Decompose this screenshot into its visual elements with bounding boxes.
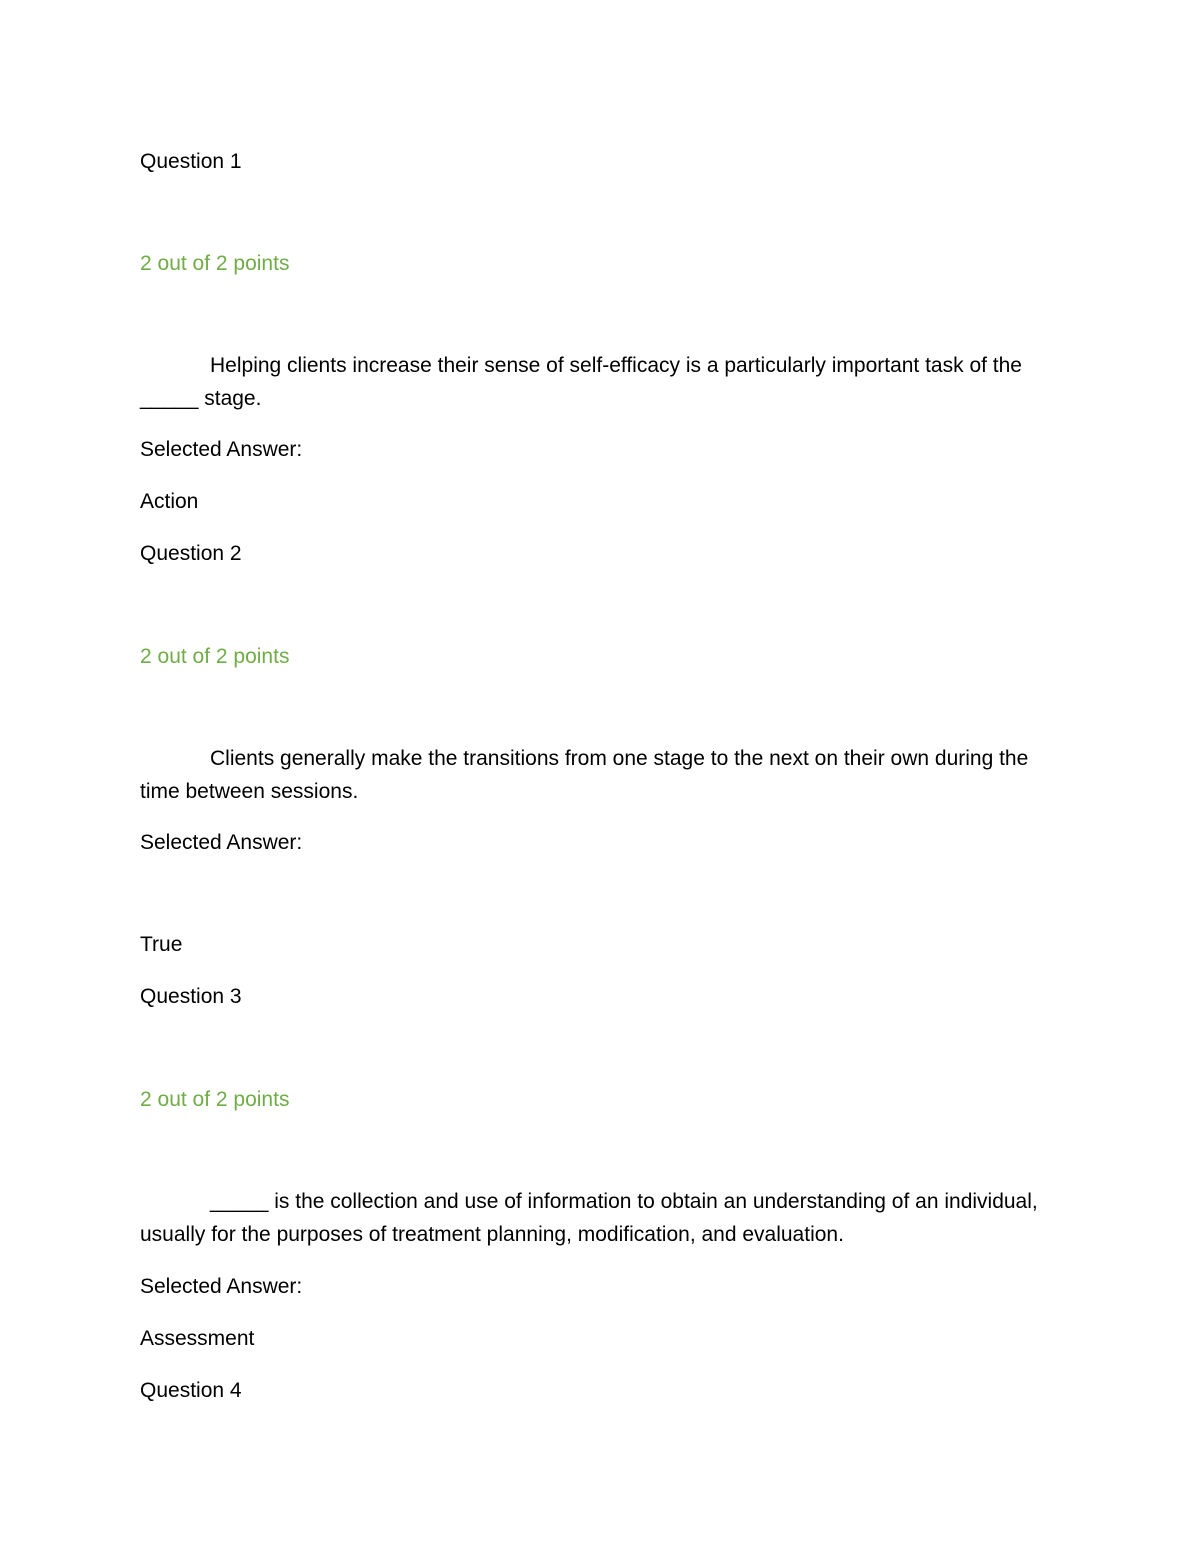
question-2-points: 2 out of 2 points [140, 645, 290, 668]
question-1-answer: Action [140, 490, 199, 513]
question-1-prompt: Helping clients increase their sense of self-efficacy is a particularly important task of the _____ stage. [140, 354, 1022, 410]
question-2-answer: True [140, 933, 183, 956]
question-3-heading: Question 3 [140, 985, 242, 1008]
question-4-heading: Question 4 [140, 1379, 242, 1402]
question-3-answer: Assessment [140, 1327, 255, 1350]
question-3-prompt: _____ is the collection and use of information to obtain an understanding of an individual, usually for the purposes of treatment planning, modification, and evaluation. [140, 1190, 1038, 1246]
question-2-prompt: Clients generally make the transitions from one stage to the next on their own during the time between sessions. [140, 747, 1029, 803]
question-2-heading: Question 2 [140, 542, 242, 565]
question-1-heading: Question 1 [140, 150, 242, 173]
question-3-points: 2 out of 2 points [140, 1088, 290, 1111]
question-2-selected-label: Selected Answer: [140, 831, 303, 854]
question-1-selected-label: Selected Answer: [140, 438, 303, 461]
question-3-selected-label: Selected Answer: [140, 1275, 303, 1298]
question-1-points: 2 out of 2 points [140, 252, 290, 275]
